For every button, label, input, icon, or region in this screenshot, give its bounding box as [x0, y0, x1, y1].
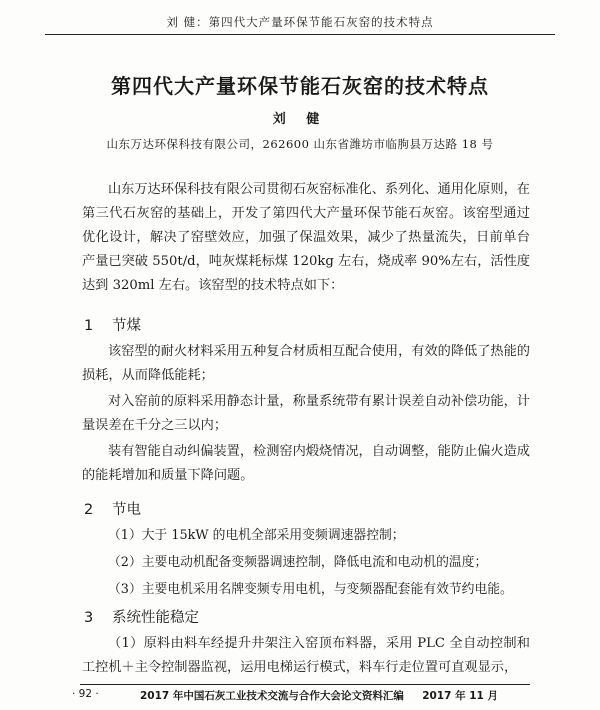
section-1-paragraph-2: 对入窑前的原料采用静态计量，称量系统带有累计误差自动补偿功能，计量误差在千分之三以内； [82, 394, 530, 433]
section-title: 系统性能稳定 [112, 610, 199, 626]
section-2-item-3: （3）主要电机采用名牌变频专用电机，与变频器配套能有效节约电能。 [108, 582, 513, 597]
section-title: 节电 [112, 502, 141, 518]
section-number: 2 [84, 502, 94, 518]
section-3-paragraph-1: （1）原料由料车经提升井架注入窑顶布料器，采用 PLC 全自动控制和工控机＋主令控制器监视，运用电梯运行模式，料车行走位置可直观显示， [82, 636, 530, 675]
section-1-paragraph-1: 该窑型的耐火材料采用五种复合材质相互配合使用，有效的降低了热能的损耗，从而降低能耗； [82, 344, 530, 383]
section-number: 3 [84, 610, 94, 626]
section-heading-1 [84, 314, 141, 335]
section-2-item-1: （1）大于 15kW 的电机全部采用变频调速器控制； [108, 528, 405, 543]
section-2-item-2: （2）主要电动机配备变频器调速控制，降低电流和电动机的温度； [108, 555, 488, 570]
article-author: 刘 健 [272, 112, 328, 127]
section-title: 节煤 [112, 318, 141, 334]
article-affiliation: 山东万达环保科技有限公司，262600 山东省潍坊市临朐县万达路 18 号 [106, 137, 494, 151]
footer-source: 2017 年中国石灰工业技术交流与合作大会论文资料汇编 [140, 690, 404, 702]
section-number: 1 [84, 318, 94, 334]
intro-paragraph: 山东万达环保科技有限公司贯彻石灰窑标准化、系列化、通用化原则，在第三代石灰窑的基础上，开发了第四代大产量环保节能石灰窑。该窑型通过优化设计，解决了窑壁效应，加强了保温效果，减少了热量流失，日前单台产量已突破 550t/d，吨灰煤耗标煤 120kg 左右，烧成率 90%左右，活性度达到 320ml 左右。该窑型的技术特点如下： [82, 182, 530, 293]
article-title: 第四代大产量环保节能石灰窑的技术特点 [111, 74, 489, 98]
section-1-paragraph-3: 装有智能自动纠偏装置，检测窑内煅烧情况，自动调整，能防止偏火造成的能耗增加和质量下降问题。 [82, 444, 530, 483]
section-heading-2 [84, 498, 141, 519]
running-header: 刘 健：第四代大产量环保节能石灰窑的技术特点 [45, 14, 555, 35]
footer-date: 2017 年 11 月 [422, 690, 498, 702]
page-number: · 92 · [72, 688, 99, 700]
page-footer [72, 684, 530, 702]
section-heading-3 [84, 606, 199, 627]
